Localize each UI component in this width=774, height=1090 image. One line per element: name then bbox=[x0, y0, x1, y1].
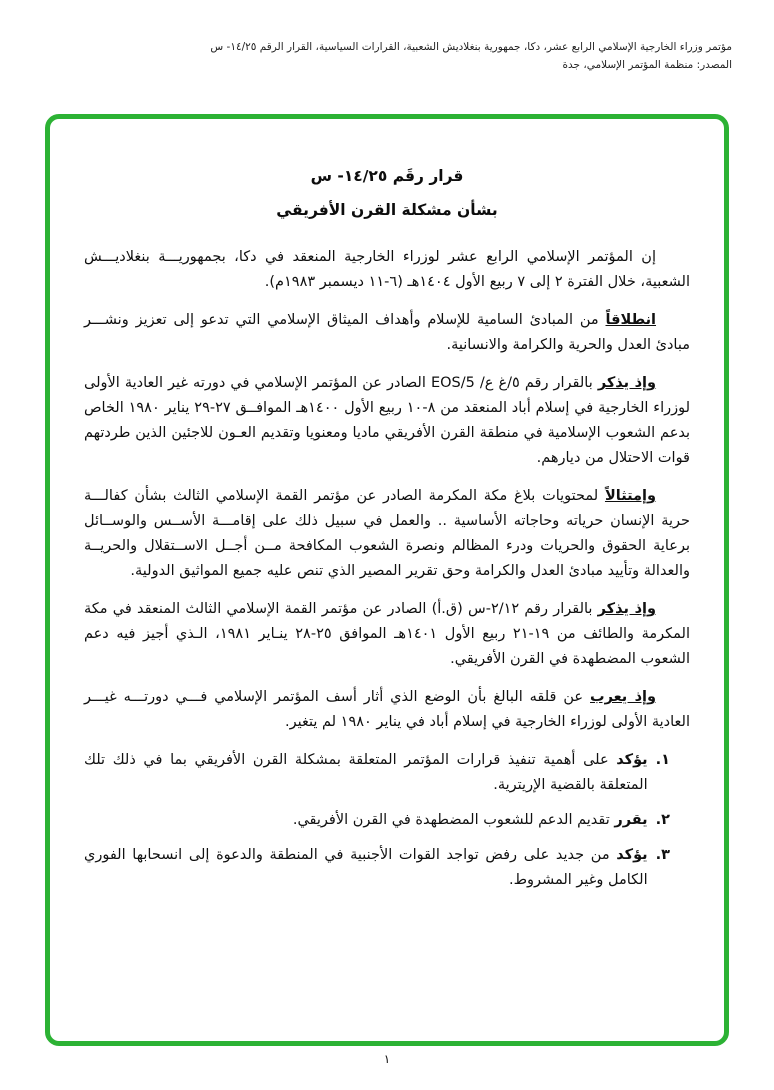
item-body: من جديد على رفض تواجد القوات الأجنبية في المنطقة والدعوة إلى انسحابها الفوري الكامل وغير المشروط. bbox=[84, 847, 648, 888]
preamble-paragraph-3 bbox=[84, 371, 690, 471]
item-text bbox=[84, 748, 648, 798]
item-text bbox=[293, 808, 648, 833]
paragraph-lead: انطلاقاً bbox=[605, 312, 657, 328]
list-item-1 bbox=[84, 748, 670, 798]
paragraph-text: بالقرار رقم ٥/غ ع/ 5/EOS الصادر عن المؤتمر الإسلامي في دورته غير العادية الأولى لوزراء الخارجية في إسلام أباد المنعقد من ٨-١٠ ربيع الأول ١٤٠٠هـ الموافــق ٢٧-٢٩ يناير ١٩٨٠ الخاص بدعم الشعوب الإسلامية في منطقة القرن الأفريقي ماديا ومعنويا وتقديم العـون للاجئين الذين طردتهم قوات الاحتلال من ديارهم. bbox=[84, 375, 691, 466]
item-body: تقديم الدعم للشعوب المضطهدة في القرن الأفريقي. bbox=[292, 812, 610, 828]
paragraph-text: إن المؤتمر الإسلامي الرابع عشر لوزراء الخارجية المنعقد في دكا، بجمهوريـــة بنغلاديـــش الشعبية، خلال الفترة ٢ إلى ٧ ربيع الأول ١٤٠٤هـ (٦-١١ ديسمبر ١٩٨٣م). bbox=[84, 249, 690, 290]
preamble-paragraph-4 bbox=[84, 484, 690, 584]
item-verb: يؤكد bbox=[616, 752, 648, 768]
item-number: ١. bbox=[655, 752, 670, 768]
header-line-2: المصدر: منظمة المؤتمر الإسلامي، جدة bbox=[562, 59, 732, 71]
paragraph-text: لمحتويات بلاغ مكة المكرمة الصادر عن مؤتمر القمة الإسلامي الثالث بشأن كفالـــة حرية الإنسان حرياته وحاجاته الأساسية .. والعمل في سبيل ذلك على إقامـــة الأســس والوســائل برعاية الحقوق والحريات ودرء المظالم ونصرة الشعوب المكافحة مــن أجــل الاســتقلال والحريــة والعدالة وتأييد مبادئ العدل والكرامة وحق تقرير المصير الذي تنص عليه جميع المواثيق الدولية. bbox=[84, 488, 690, 579]
item-number: ٣. bbox=[655, 847, 670, 863]
preamble-paragraph-1 bbox=[84, 245, 690, 295]
content-frame bbox=[45, 114, 729, 1046]
document-header bbox=[42, 38, 732, 74]
paragraph-lead: وإذ يعرب bbox=[590, 689, 656, 705]
page-number: ١ bbox=[383, 1052, 391, 1066]
item-body: على أهمية تنفيذ قرارات المؤتمر المتعلقة بمشكلة القرن الأفريقي بما في ذلك تلك المتعلقة بالقضية الإريترية. bbox=[84, 752, 648, 793]
resolution-number: قرار رقَم ١٤/٢٥- س bbox=[310, 167, 464, 185]
paragraph-lead: وإمتثالاً bbox=[604, 488, 657, 504]
paragraph-text: من المبادئ السامية للإسلام وأهداف الميثاق الإسلامي التي تدعو إلى تعزيز ونشـــر مبادئ العدل والحرية والكرامة والانسانية. bbox=[84, 312, 690, 353]
list-item-2 bbox=[84, 808, 670, 833]
preamble-paragraph-6 bbox=[84, 685, 690, 735]
preamble-paragraph-2 bbox=[84, 308, 690, 358]
paragraph-lead: وإذ يذكر bbox=[597, 375, 657, 391]
item-number: ٢. bbox=[655, 812, 670, 828]
operative-list bbox=[84, 748, 670, 893]
item-verb: يقرر bbox=[614, 812, 648, 828]
resolution-subject: بشأن مشكلة القرن الأفريقي bbox=[276, 201, 498, 219]
item-text bbox=[84, 843, 648, 893]
list-item-3 bbox=[84, 843, 670, 893]
item-verb: يؤكد bbox=[616, 847, 648, 863]
paragraph-lead: وإذ يذكر bbox=[597, 601, 656, 617]
preamble-paragraph-5 bbox=[84, 597, 690, 672]
header-line-1: مؤتمر وزراء الخارجية الإسلامي الرابع عشر، دكا، جمهورية بنغلاديش الشعبية، القرارات السياسية، القرار الرقم ١٤/٢٥- س bbox=[210, 41, 732, 53]
paragraph-text: بالقرار رقم ٢/١٢-س (ق.أ) الصادر عن مؤتمر القمة الإسلامي الثالث المنعقد في مكة المكرمة والطائف من ١٩-٢١ ربيع الأول ١٤٠١هـ الموافق ٢٥-٢٨ ينـاير ١٩٨١، الـذي أجيز فيه دعم الشعوب المضطهدة في القرن الأفريقي. bbox=[84, 601, 690, 667]
paragraph-text: عن قلقه البالغ بأن الوضع الذي أثار أسف المؤتمر الإسلامي فـــي دورتـــه غيـــر العادية الأولى لوزراء الخارجية في إسلام أباد في يناير ١٩٨٠ لم يتغير. bbox=[84, 689, 690, 730]
